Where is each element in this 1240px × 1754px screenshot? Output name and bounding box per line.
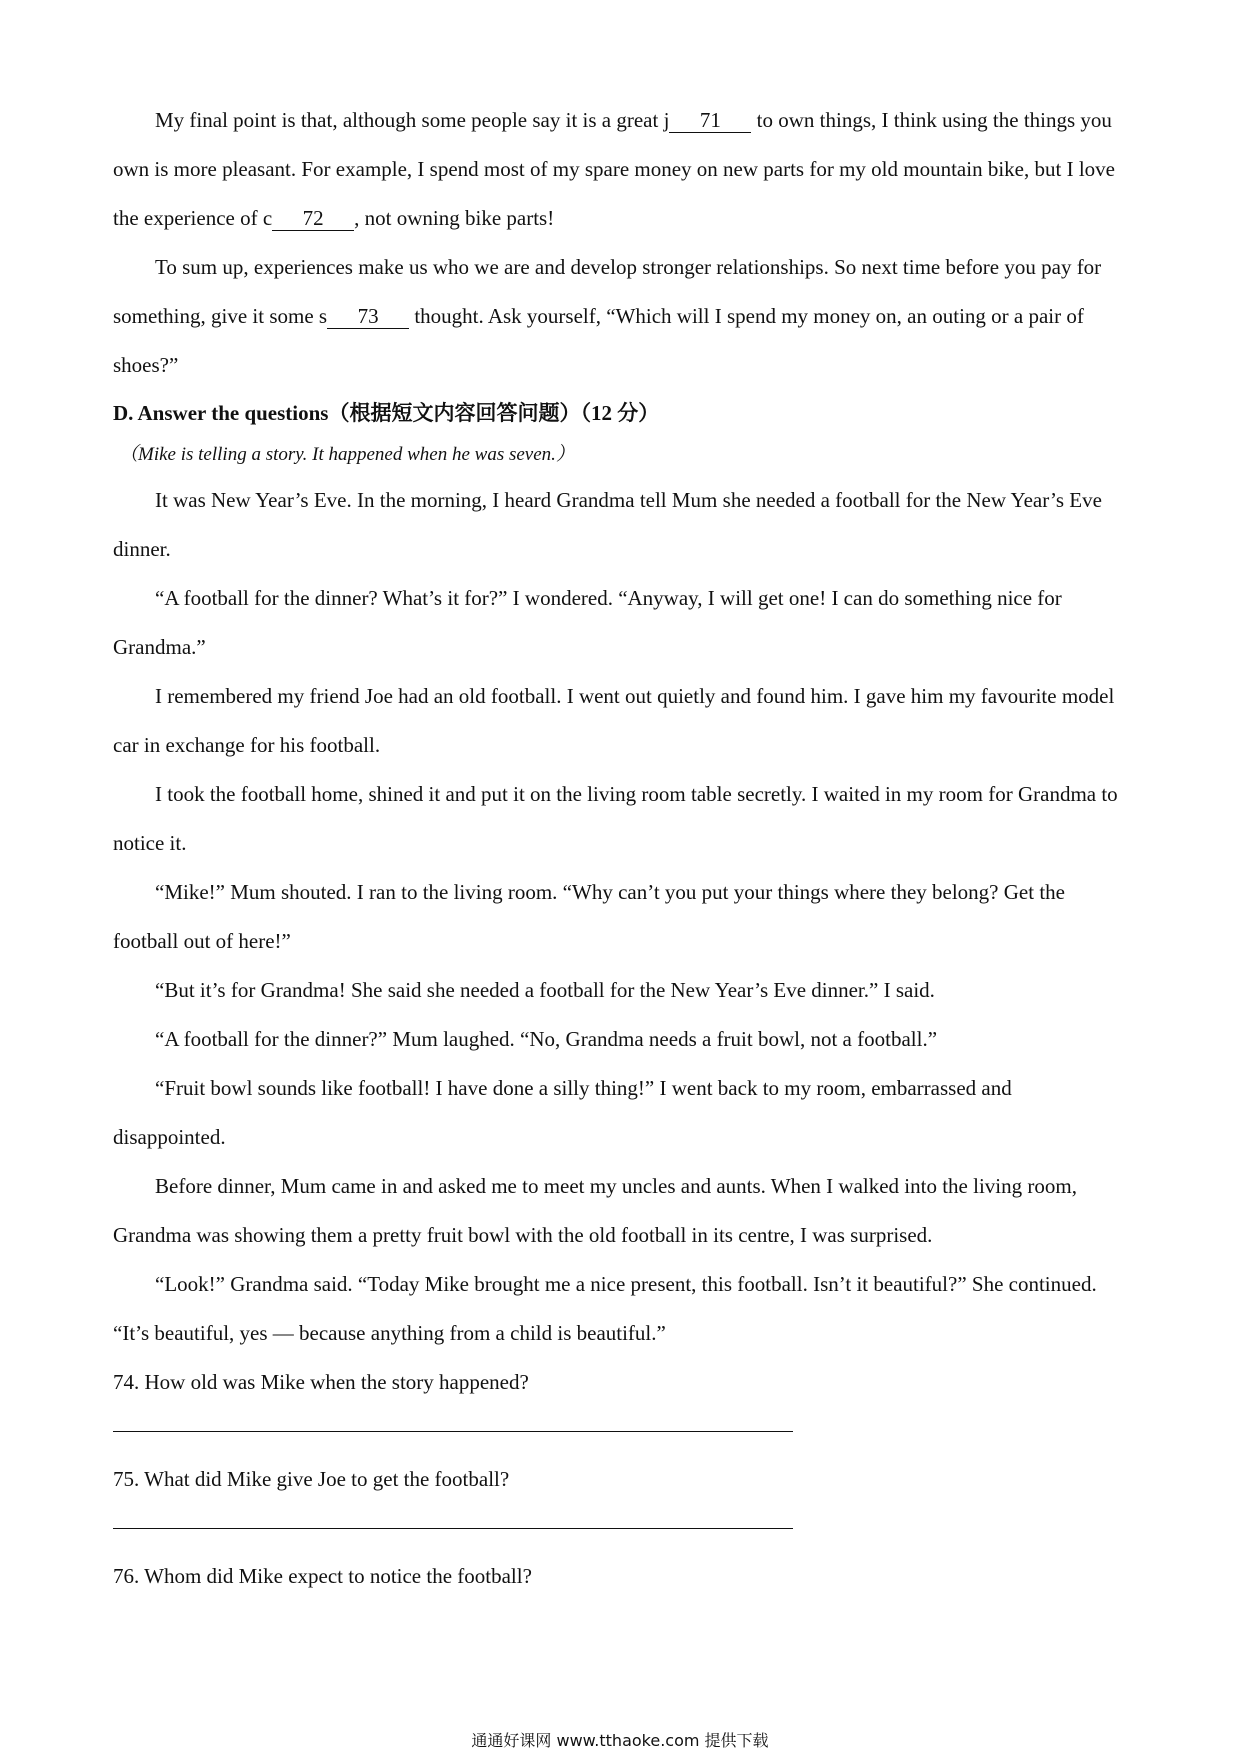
passage-c-paragraph-2 bbox=[113, 243, 1123, 390]
blank-72[interactable]: 72 bbox=[272, 206, 354, 231]
page-footer: 通通好课网 www.tthaoke.com 提供下载 bbox=[471, 1731, 769, 1750]
passage-c-paragraph-1 bbox=[113, 96, 1123, 243]
text-run: thought. Ask yourself, “Which will I spend my money on, an outing or a pair of shoes?” bbox=[113, 304, 1084, 377]
text-run: to own things, I think using the things you own is more pleasant. For example, I spend most of my spare money on new parts for my old mountain bike, but I love the experience of c bbox=[113, 108, 1115, 230]
story-paragraph: “But it’s for Grandma! She said she needed a football for the New Year’s Eve dinner.” I said. bbox=[155, 978, 935, 1002]
question-74: 74. How old was Mike when the story happened? bbox=[113, 1370, 529, 1394]
answer-line-74[interactable] bbox=[113, 1431, 793, 1432]
story-paragraph: I remembered my friend Joe had an old football. I went out quietly and found him. I gave him my favourite model car in exchange for his football. bbox=[113, 684, 1115, 757]
blank-71[interactable]: 71 bbox=[669, 108, 751, 133]
document-page bbox=[113, 96, 1123, 1601]
answer-line-75[interactable] bbox=[113, 1528, 793, 1529]
story-paragraph: I took the football home, shined it and put it on the living room table secretly. I waited in my room for Grandma to notice it. bbox=[113, 782, 1118, 855]
blank-73[interactable]: 73 bbox=[327, 304, 409, 329]
story-paragraph: “Fruit bowl sounds like football! I have done a silly thing!” I went back to my room, embarrassed and disappointed. bbox=[113, 1076, 1012, 1149]
question-75: 75. What did Mike give Joe to get the football? bbox=[113, 1467, 510, 1491]
story-paragraph: “Mike!” Mum shouted. I ran to the living room. “Why can’t you put your things where they belong? Get the football out of here!” bbox=[113, 880, 1065, 953]
story-paragraph: “Look!” Grandma said. “Today Mike brought me a nice present, this football. Isn’t it beautiful?” She continued. “It’s beautiful, yes — because anything from a child is beautiful.” bbox=[113, 1272, 1097, 1345]
story-paragraph: Before dinner, Mum came in and asked me to meet my uncles and aunts. When I walked into the living room, Grandma was showing them a pretty fruit bowl with the old football in its centre, I was surprised. bbox=[113, 1174, 1077, 1247]
section-d-heading: D. Answer the questions（根据短文内容回答问题）（12 分） bbox=[113, 401, 660, 425]
question-76: 76. Whom did Mike expect to notice the football? bbox=[113, 1564, 532, 1588]
story-paragraph: “A football for the dinner?” Mum laughed. “No, Grandma needs a fruit bowl, not a football.” bbox=[155, 1027, 938, 1051]
section-d-intro: （Mike is telling a story. It happened when he was seven.） bbox=[119, 444, 575, 465]
text-run: , not owning bike parts! bbox=[354, 206, 555, 230]
text-run: My final point is that, although some people say it is a great j bbox=[155, 108, 670, 132]
story-paragraph: “A football for the dinner? What’s it for?” I wondered. “Anyway, I will get one! I can do something nice for Grandma.” bbox=[113, 586, 1062, 659]
story-paragraph: It was New Year’s Eve. In the morning, I heard Grandma tell Mum she needed a football for the New Year’s Eve dinner. bbox=[113, 488, 1102, 561]
text-run: To sum up, experiences make us who we are and develop stronger relationships. So next time before you pay for something, give it some s bbox=[113, 255, 1102, 328]
